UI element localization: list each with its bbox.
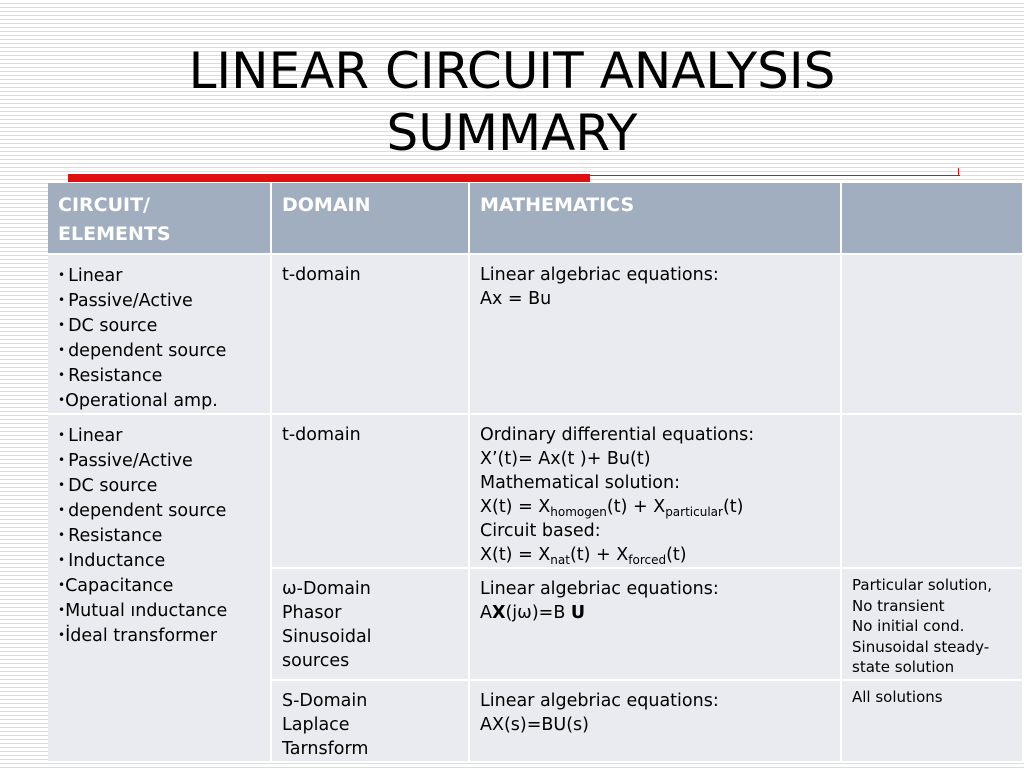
row1-mathematics: Linear algebriac equations: Ax = Bu — [470, 255, 842, 415]
list-item: • Passive/Active — [58, 291, 193, 311]
header-circuit-elements: CIRCUIT/ ELEMENTS — [48, 183, 272, 255]
row1-notes — [842, 255, 1024, 415]
row2-notes — [842, 415, 1024, 569]
list-item: • dependent source — [58, 341, 227, 361]
row4-notes: All solutions — [842, 681, 1024, 763]
row1-elements-list — [58, 263, 260, 413]
table-header-row — [48, 183, 1024, 255]
title-underline-thick — [68, 174, 590, 182]
row1-domain: t-domain — [272, 255, 470, 415]
row2-elements-cell — [48, 415, 272, 763]
row3-domain: ω-Domain Phasor Sinusoidal sources — [272, 569, 470, 681]
row4-mathematics: Linear algebriac equations: AX(s)=BU(s) — [470, 681, 842, 763]
title-line-2: SUMMARY — [386, 104, 638, 162]
list-item: • DC source — [58, 316, 158, 336]
title-underline-end-tick — [958, 168, 959, 176]
list-item: •Operational amp. — [58, 391, 218, 411]
list-item: • DC source — [58, 476, 158, 496]
row2-mathematics: Ordinary differential equations: X’(t)= Ax(t )+ Bu(t) Mathematical solution: $X(t) = X_{homogen}(t) + X_{particular}(t)$ Circuit based: $X(t) = X_{nat}(t) + X_{forced}(t)$ — [470, 415, 842, 569]
list-item: • dependent source — [58, 501, 227, 521]
header-domain: DOMAIN — [272, 183, 470, 255]
list-item: • Inductance — [58, 551, 166, 571]
row1-elements-cell — [48, 255, 272, 415]
list-item: • Passive/Active — [58, 451, 193, 471]
row3-mathematics: Linear algebriac equations: AX(jω)=B U — [470, 569, 842, 681]
list-item: •İdeal transformer — [58, 626, 218, 646]
slide-title — [0, 40, 1024, 164]
phasor-equation: AX(jω)=B U — [480, 603, 586, 623]
table-row — [48, 415, 1024, 569]
list-item: •Mutual ınductance — [58, 601, 228, 621]
title-underline-thin — [590, 175, 960, 176]
homogen-particular-equation: $X(t) = X_{homogen}(t) + X_{particular}(t)$ — [480, 497, 744, 519]
summary-table — [48, 183, 1024, 763]
row2-elements-list — [58, 423, 260, 648]
list-item: • Resistance — [58, 366, 163, 386]
row3-notes: Particular solution, No transient No initial cond. Sinusoidal steady- state solution — [842, 569, 1024, 681]
row2-domain: t-domain — [272, 415, 470, 569]
title-line-1: LINEAR CIRCUIT ANALYSIS — [188, 42, 836, 100]
list-item: • Linear — [58, 426, 123, 446]
list-item: • Resistance — [58, 526, 163, 546]
list-item: •Capacitance — [58, 576, 174, 596]
row4-domain: S-Domain Laplace Tarnsform — [272, 681, 470, 763]
natural-forced-equation: $X(t) = X_{nat}(t) + X_{forced}(t)$ — [480, 545, 687, 567]
header-notes — [842, 183, 1024, 255]
list-item: • Linear — [58, 266, 123, 286]
header-mathematics: MATHEMATICS — [470, 183, 842, 255]
table-row — [48, 255, 1024, 415]
